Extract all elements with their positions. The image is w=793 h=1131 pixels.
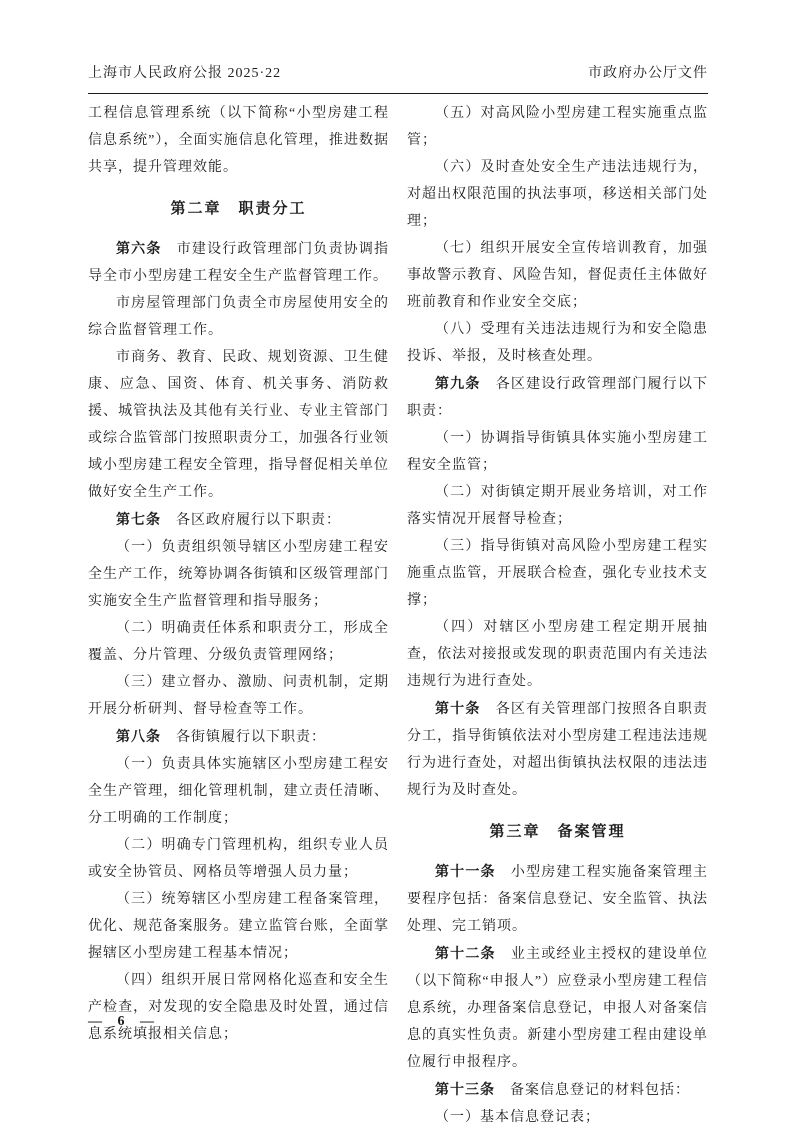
article-paragraph: 第九条 各区建设行政管理部门履行以下职责：: [407, 375, 709, 419]
paragraph: （三）统筹辖区小型房建工程备案管理，优化、规范备案服务。建立监管台账，全面掌握辖区小型房建工程基本情况；: [88, 892, 389, 961]
gazette-title: 上海市人民政府公报 2025·22: [88, 66, 282, 81]
paragraph: （三）指导街镇对高风险小型房建工程实施重点监管，开展联合检查，强化专业技术支撑；: [407, 539, 708, 608]
article-number: 第十三条: [435, 1081, 510, 1097]
article-number: 第九条: [435, 375, 496, 391]
paragraph: （一）协调指导街镇具体实施小型房建工程安全监管；: [407, 431, 708, 473]
running-head: [88, 62, 708, 94]
chapter-heading: 第二章 职责分工: [170, 200, 307, 217]
article-number: 第十一条: [435, 863, 511, 879]
paragraph: （四）组织开展日常网格化巡查和安全生产检查，对发现的安全隐患及时处置，通过信息系统填报相关信息；: [88, 973, 389, 1042]
article-paragraph: 第十一条 小型房建工程实施备案管理主要程序包括：备案信息登记、安全监管、执法处理、完工销项。: [407, 863, 709, 934]
document-source-label: 市政府办公厅文件: [588, 66, 708, 81]
article-paragraph: 第七条 各区政府履行以下职责：: [116, 511, 341, 528]
paragraph: 市商务、教育、民政、规划资源、卫生健康、应急、国资、体育、机关事务、消防救援、城管执法及其他有关行业、专业主管部门或综合监管部门按照职责分工，加强各行业领域小型房建工程安全管理，指导督促相关单位做好安全生产工作。: [88, 350, 389, 500]
article-number: 第七条: [116, 511, 176, 527]
paragraph: （一）基本信息登记表；: [435, 1110, 600, 1125]
article-number: 第六条: [116, 240, 177, 256]
article-paragraph: 第十条 各区有关管理部门按照各自职责分工，指导街镇依法对小型房建工程违法违规行为进行查处，对超出街镇执法权限的违法违规行为及时查处。: [407, 700, 709, 798]
paragraph: （二）对街镇定期开展业务培训，对工作落实情况开展督导检查；: [407, 485, 708, 527]
paragraph: （三）建立督办、激励、问责机制，定期开展分析研判、督导检查等工作。: [88, 675, 389, 717]
paragraph: （一）负责具体实施辖区小型房建工程安全生产管理，细化管理机制，建立责任清晰、分工明确的工作制度；: [88, 757, 389, 826]
paragraph: （二）明确专门管理机构，组织专业人员或安全协管员、网格员等增强人员力量；: [88, 838, 389, 880]
paragraph: （五）对高风险小型房建工程实施重点监管；: [407, 106, 708, 148]
left-column: [88, 100, 389, 1131]
paragraph: （一）负责组织领导辖区小型房建工程安全生产工作，统筹协调各街镇和区级管理部门实施安全生产监督管理和指导服务；: [88, 540, 389, 609]
article-paragraph: 第八条 各街镇履行以下职责：: [116, 728, 326, 745]
right-column: [407, 100, 708, 1131]
paragraph: 市房屋管理部门负责全市房屋使用安全的综合监督管理工作。: [88, 296, 389, 338]
paragraph: （七）组织开展安全宣传培训教育，加强事故警示教育、风险告知，督促责任主体做好班前教育和作业安全交底；: [407, 241, 708, 310]
article-number: 第十二条: [435, 945, 511, 961]
chapter-heading: 第三章 备案管理: [489, 823, 626, 840]
article-number: 第十条: [435, 700, 496, 716]
paragraph: （六）及时查处安全生产违法违规行为，对超出权限范围的执法事项，移送相关部门处理；: [407, 160, 708, 229]
page-number: — 6 —: [88, 1014, 160, 1029]
article-paragraph: 第十三条 备案信息登记的材料包括：: [435, 1081, 690, 1098]
paragraph: （四）对辖区小型房建工程定期开展抽查，依法对接报或发现的职责范围内有关违法违规行为进行查处。: [407, 620, 708, 689]
paragraph: （八）受理有关违法违规行为和安全隐患投诉、举报，及时核查处理。: [407, 322, 708, 364]
article-paragraph: 第十二条 业主或经业主授权的建设单位（以下简称“申报人”）应登录小型房建工程信息系统，办理备案信息登记，申报人对备案信息的真实性负责。新建小型房建工程由建设单位履行申报程序。: [407, 945, 709, 1070]
article-paragraph: 第六条 市建设行政管理部门负责协调指导全市小型房建工程安全生产监督管理工作。: [88, 240, 390, 284]
paragraph: （二）明确责任体系和职责分工，形成全覆盖、分片管理、分级负责管理网络；: [88, 621, 389, 663]
article-number: 第八条: [116, 728, 176, 744]
paragraph: 工程信息管理系统（以下简称“小型房建工程信息系统”），全面实施信息化管理，推进数据共享，提升管理效能。: [88, 106, 389, 175]
document-body: [88, 100, 708, 1131]
